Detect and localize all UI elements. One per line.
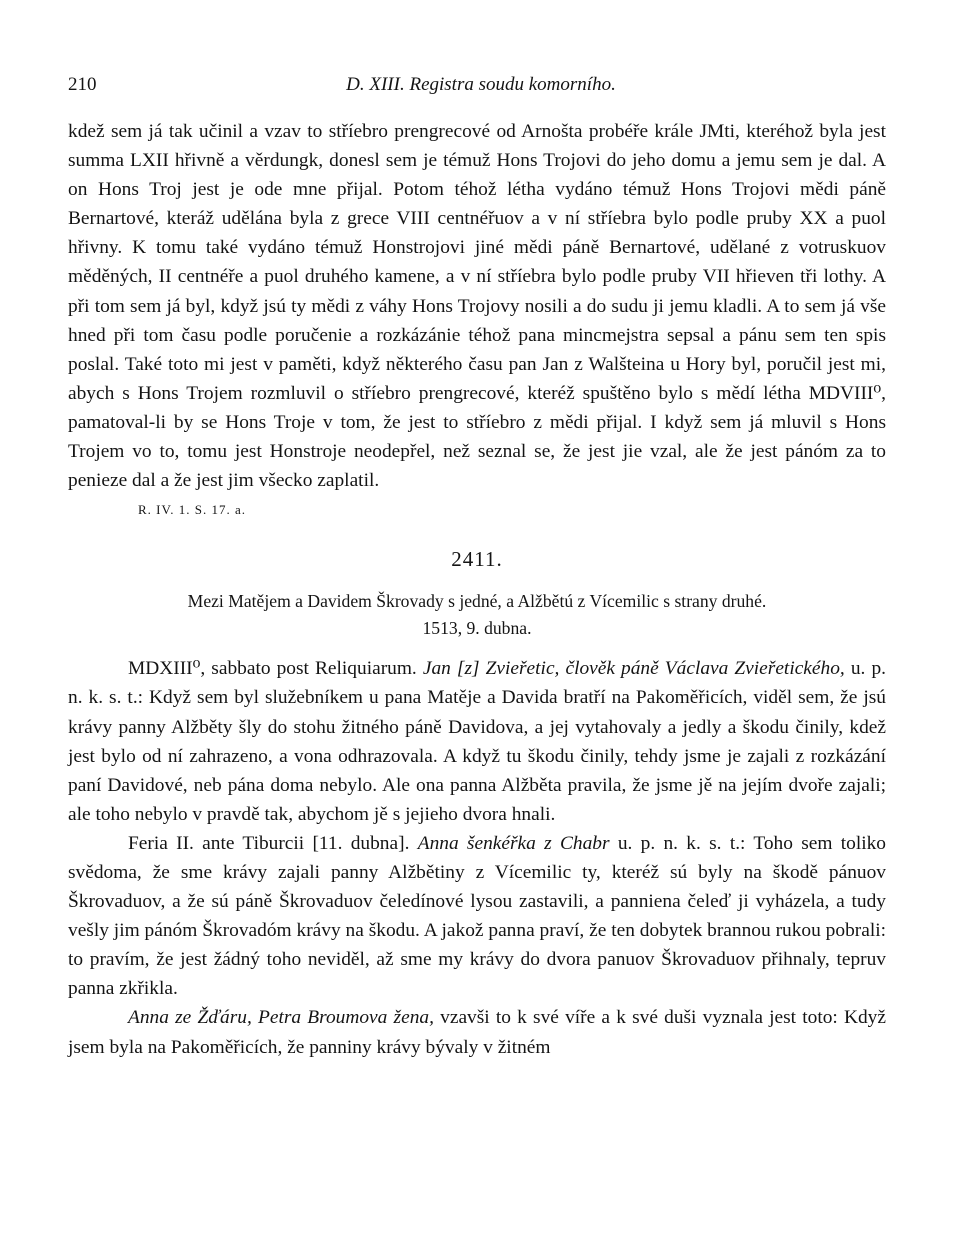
testimony-3-witness: Anna ze Žďáru, Petra Broumova žena,	[128, 1007, 434, 1029]
page-header	[68, 74, 894, 102]
testimony-paragraph-2	[68, 829, 886, 1004]
testimony-2-date: Feria II. ante Tiburcii [11. dubna].	[128, 832, 410, 854]
page-body	[68, 117, 886, 1062]
testimony-1-witness: Jan [z] Zvieřetic, člověk páně Václava Zvieřetického,	[422, 658, 845, 680]
entry-number: 2411.	[451, 547, 503, 572]
running-head: D. XIII. Registra soudu komorního.	[346, 74, 616, 95]
testimony-3-text: vzavši to k své víře a k své duši vyznala jest toto: Když jsem byla na Pakoměřicích, že panniny krávy bývaly v žitném	[68, 1007, 886, 1058]
previous-entry-text: kdež sem já tak učinil a vzav to stříebro prengrecové od Arnošta probéře krále JMti, kteréhož byla jest summa LXII hřivně a věrdungk, donesl sem je témuž Hons Trojovi do jeho domu a jemu sem je dal. A on Hons Troj jest je ode mne přijal. Potom téhož létha vydáno témuž Hons Trojovi mědi páně Bernartové, kteráž udělána byla z grece VIII centnéřuov a v ní stříebra bylo podle pruby XX a puol hřivny. K tomu také vydáno témuž Honstrojovi jiné mědi páně Bernartové, udělané z votruskuov měděných, II centnéře a puol druhého kamene, a v ní stříebra bylo podle pruby VII hřieven tři lothy. A při tom sem já byl, když jsú ty mědi z váhy Hons Trojovy nosili a do sudu ji jemu kladli. A to sem já vše hned při tom času podle poručenie a rozkázánie téhož pana mincmejstra sepsal a pánu sem ten spis poslal. Také toto mi jest v paměti, když některého času pan Jan z Walšteina u Hory byl, poručil jest mi, abych s Hons Trojem rozmluvil o stříebro prengrecové, kteréž spuštěno bylo s mědí létha MDVIII⁰, pamatoval-li by se Hons Troje v tom, že jest to stříebro z mědi přijal. I když sem já mluvil s Hons Trojem vo to, tomu jest Honstroje neodepřel, než seznal se, že jest jie vzal, ale že jest pánóm za to penieze dal a že jest jim všecko zaplatil.	[68, 121, 886, 492]
testimony-1-text: u. p. n. k. s. t.: Když sem byl služebníkem u pana Matěje a Davida bratří na Pakoměřicích, viděl sem, že jsú krávy panny Alžběty šly do stohu žitného páně Davidova, a jej vytahovaly a jedly a škodu činily, kdež jest bylo od ní zahrazeno, a vona odhrazovala. A když tu škodu činily, tehdy jsme je zajali z rozkázání paní Davidové, neb pána doma nebylo. Ale ona panna Alžběta pravila, že jsme jě na jejím dvoře zajali; ale toho nebylo v pravdě tak, abychom jě s jejieho dvora hnali.	[68, 658, 886, 825]
testimony-2-text: u. p. n. k. s. t.: Toho sem toliko svědoma, že sme krávy zajali panny Alžbětiny z Vícemilic ty, kteréž sú byly na škodě pánuov Škrovaduov, a že sú páně Škrovaduov čeledínové lysou zastavili, a panniena čeleď ji vyházela, a tudy vešly jim pánóm Škrovadóm krávy na škodu. A jakož panna praví, že ten dobytek brannou rukou pobrali: to pravím, že jest žádný toho neviděl, až sme my krávy do dvora panuov Škrovaduov přihnaly, tepruv panna zkřikla.	[68, 832, 886, 1000]
testimony-paragraph-3	[68, 1003, 886, 1061]
entry-date: 1513, 9. dubna.	[422, 618, 532, 639]
testimony-2-witness: Anna šenkéřka z Chabr	[417, 832, 610, 854]
entry-summary: Mezi Matějem a Davidem Škrovady s jedné, a Alžbětú z Vícemilic s strany druhé.	[187, 591, 767, 612]
page-number: 210	[68, 74, 97, 95]
testimony-paragraph-1	[68, 654, 886, 829]
source-reference: R. IV. 1. S. 17. a.	[138, 502, 246, 518]
testimony-1-date: MDXIII⁰, sabbato post Reliquiarum.	[128, 658, 417, 680]
